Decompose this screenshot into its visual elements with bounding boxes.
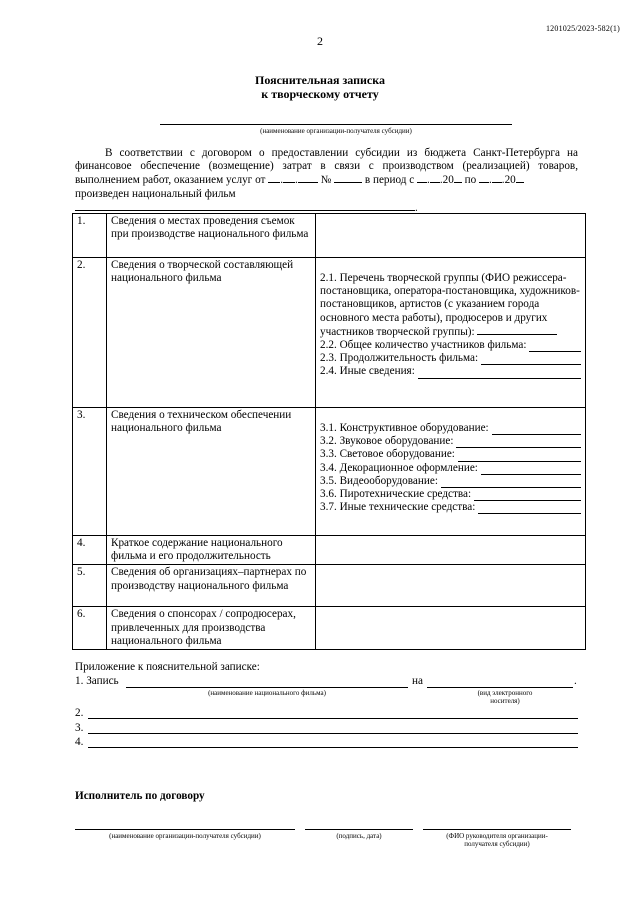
number-label: № <box>320 174 332 187</box>
row-label: Сведения о местах проведения съемок при производстве национального фильма <box>107 214 316 258</box>
intro-paragraph: В соответствии с договором о предоставлении субсидии из бюджета Санкт-Петербурга на финансовое обеспечение (возмещение) затрат в связи с производством (реализацией) товаров, выполнением работ, оказанием услуг от . . № в период с . .20 по . .20 произведен национальный фильм . <box>75 147 578 215</box>
period-from-label: в период с <box>364 174 415 187</box>
tech-item-text: 3.1. Конструктивное оборудование: <box>320 422 489 434</box>
creative-details-cell[interactable] <box>316 258 586 408</box>
row-number: 3. <box>73 408 107 536</box>
tech-item-blank <box>441 478 581 488</box>
creative-item-2-2-text: 2.2. Общее количество участников фильма: <box>320 339 527 352</box>
tech-item-text: 3.4. Декорационное оформление: <box>320 461 478 474</box>
page-number: 2 <box>317 34 323 48</box>
table-row <box>73 258 586 408</box>
table-row <box>73 536 586 565</box>
executor-fio-caption: (ФИО руководителя организации-получателя субсидии) <box>446 832 548 848</box>
appendix-title: Приложение к пояснительной записке: <box>75 661 260 673</box>
creative-item-2-3-blank <box>481 355 581 365</box>
executor-org-caption: (наименование организации-получателя субсидии) <box>109 832 261 840</box>
contract-number-blank <box>334 173 362 183</box>
row-label: Сведения о спонсорах / сопродюсерах, привлеченных для производства национального фильма <box>107 607 316 650</box>
appendix-item-4-field[interactable] <box>88 747 578 748</box>
row-label: Сведения о творческой составляющей национального фильма <box>107 258 316 408</box>
appendix-item-1-label: 1. Запись <box>75 675 119 687</box>
table-row <box>73 607 586 650</box>
tech-item-text: 3.7. Иные технические средства: <box>320 501 476 514</box>
row-number: 4. <box>73 536 107 565</box>
executor-signature-caption: (подпись, дата) <box>336 832 382 840</box>
date-separator: . <box>280 174 283 187</box>
executor-title: Исполнитель по договору <box>75 790 205 802</box>
period-from-day-blank <box>417 173 427 183</box>
document-id: 1201025/2023-582(1) <box>545 24 620 33</box>
report-table <box>72 213 586 650</box>
tech-item <box>320 488 581 501</box>
period-from-year-blank <box>454 173 462 183</box>
appendix-item-2-label: 2. <box>75 707 84 719</box>
row-value-cell[interactable] <box>316 565 586 607</box>
film-produced-label: произведен национальный фильм <box>75 187 236 200</box>
appendix-item-1-period: . <box>574 675 577 687</box>
tech-item-blank <box>478 504 581 514</box>
tech-item-text: 3.2. Звуковое оборудование: <box>320 435 454 448</box>
appendix-section <box>75 661 580 674</box>
tech-item <box>320 435 581 448</box>
appendix-item-4-label: 4. <box>75 736 84 748</box>
row-number: 2. <box>73 258 107 408</box>
tech-item-blank <box>492 425 581 435</box>
tech-item-blank <box>474 491 581 501</box>
creative-item-2-4-blank <box>418 369 581 379</box>
row-value-cell[interactable] <box>316 607 586 650</box>
tech-item-blank <box>481 465 581 475</box>
executor-org-field[interactable] <box>75 829 295 830</box>
row-number: 5. <box>73 565 107 607</box>
document-title-line1: Пояснительная записка <box>254 73 385 87</box>
appendix-item-1-on: на <box>412 675 423 687</box>
month-blank <box>283 173 295 183</box>
creative-item-2-2 <box>320 339 581 352</box>
creative-item-2-4-text: 2.4. Иные сведения: <box>320 365 415 378</box>
tech-item <box>320 422 581 435</box>
period-to-year: .20 <box>501 174 516 187</box>
year-blank <box>298 173 318 183</box>
row-label: Сведения о техническом обеспечении национального фильма <box>107 408 316 536</box>
tech-item-text: 3.3. Световое оборудование: <box>320 448 455 461</box>
appendix-item-2-field[interactable] <box>88 718 578 719</box>
period-to-day-blank <box>479 173 489 183</box>
period-from-year: .20 <box>439 174 454 187</box>
tech-item-text: 3.5. Видеооборудование: <box>320 474 438 487</box>
period-to-year-blank <box>516 173 524 183</box>
creative-item-2-2-blank <box>529 342 581 352</box>
tech-item-blank <box>458 452 581 462</box>
tech-item <box>320 448 581 461</box>
org-name-caption: (наименование организации-получателя субсидии) <box>260 127 412 135</box>
creative-item-2-4 <box>320 365 581 378</box>
technical-details-cell[interactable] <box>316 408 586 536</box>
creative-item-2-1-text: 2.1. Перечень творческой группы (ФИО режиссера-постановщика, оператора-постановщика, художников-постановщиков, артистов (с указанием города основного места работы), продюсеров и других участников творческой группы): <box>320 272 580 338</box>
executor-signature-field[interactable] <box>305 829 413 830</box>
period-to-label: по <box>464 174 477 187</box>
row-label: Сведения об организациях–партнерах по производству национального фильма <box>107 565 316 607</box>
date-separator-2: . <box>295 174 298 187</box>
executor-fio-field[interactable] <box>423 829 571 830</box>
media-type-caption: (вид электронного носителя) <box>477 689 533 705</box>
creative-item-2-1 <box>320 272 581 339</box>
creative-item-2-1-blank <box>477 325 557 335</box>
tech-item <box>320 501 581 514</box>
period-to-dot: . <box>488 174 492 187</box>
table-row <box>73 565 586 607</box>
org-name-blank <box>160 124 512 125</box>
row-value-cell[interactable] <box>316 536 586 565</box>
row-number: 6. <box>73 607 107 650</box>
tech-item-text: 3.6. Пиротехнические средства: <box>320 488 472 501</box>
document-title-line2: к творческому отчету <box>261 87 379 101</box>
film-name-field[interactable] <box>126 687 408 688</box>
appendix-item-3-label: 3. <box>75 722 84 734</box>
period-from-month-blank <box>430 173 440 183</box>
tech-item <box>320 462 581 475</box>
period-to-month-blank <box>492 173 502 183</box>
table-row <box>73 408 586 536</box>
day-blank <box>268 173 280 183</box>
period-from-dot: . <box>427 174 430 187</box>
intro-text: В соответствии с договором о предоставлении субсидии из бюджета Санкт-Петербурга на финансовое обеспечение (возмещение) затрат в связи с производством (реализацией) товаров, выполнением работ, оказанием услуг от <box>75 147 578 187</box>
tech-item-blank <box>456 438 581 448</box>
film-name-blank <box>75 201 415 211</box>
tech-item <box>320 475 581 488</box>
row-number: 1. <box>73 214 107 258</box>
row-label: Краткое содержание национального фильма и его продолжительность <box>107 536 316 565</box>
table-row <box>73 214 586 258</box>
row-value-cell[interactable] <box>316 214 586 258</box>
media-type-field[interactable] <box>427 687 573 688</box>
film-name-caption: (наименование национального фильма) <box>208 689 326 697</box>
appendix-item-3-field[interactable] <box>88 733 578 734</box>
creative-item-2-3 <box>320 352 581 365</box>
creative-item-2-3-text: 2.3. Продолжительность фильма: <box>320 352 479 365</box>
